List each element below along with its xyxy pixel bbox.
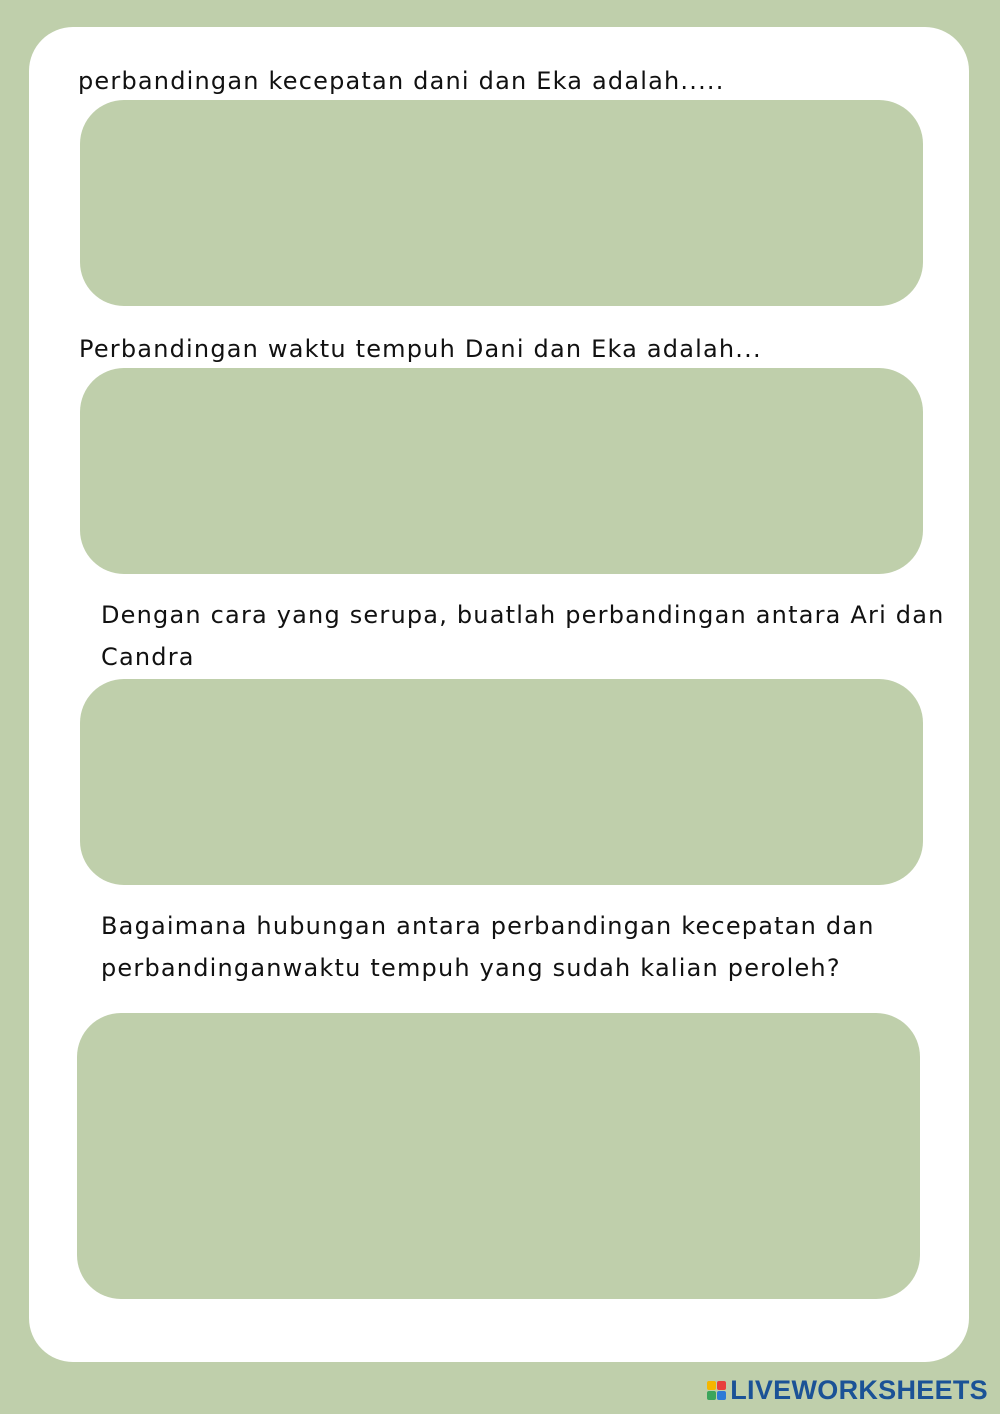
answer-box-3[interactable] (80, 679, 923, 885)
question-3-prompt (101, 594, 945, 678)
logo-tile-green (707, 1391, 716, 1400)
question-2-prompt: Perbandingan waktu tempuh Dani dan Eka adalah... (79, 335, 762, 363)
liveworksheets-brand[interactable] (707, 1370, 988, 1410)
question-4-line-1: Bagaimana hubungan antara perbandingan kecepatan dan (101, 912, 875, 940)
answer-box-2[interactable] (80, 368, 923, 574)
logo-tile-blue (717, 1391, 726, 1400)
liveworksheets-logo-icon (707, 1381, 726, 1400)
logo-tile-yellow (707, 1381, 716, 1390)
question-3-line-2: Candra (101, 643, 195, 671)
logo-tile-red (717, 1381, 726, 1390)
question-3-line-1: Dengan cara yang serupa, buatlah perbandingan antara Ari dan (101, 601, 945, 629)
answer-box-4[interactable] (77, 1013, 920, 1299)
question-4-prompt (101, 905, 875, 989)
answer-box-1[interactable] (80, 100, 923, 306)
question-1-prompt: perbandingan kecepatan dani dan Eka adalah..... (78, 67, 725, 95)
question-4-line-2: perbandinganwaktu tempuh yang sudah kalian peroleh? (101, 954, 841, 982)
brand-name: LIVEWORKSHEETS (730, 1374, 988, 1405)
